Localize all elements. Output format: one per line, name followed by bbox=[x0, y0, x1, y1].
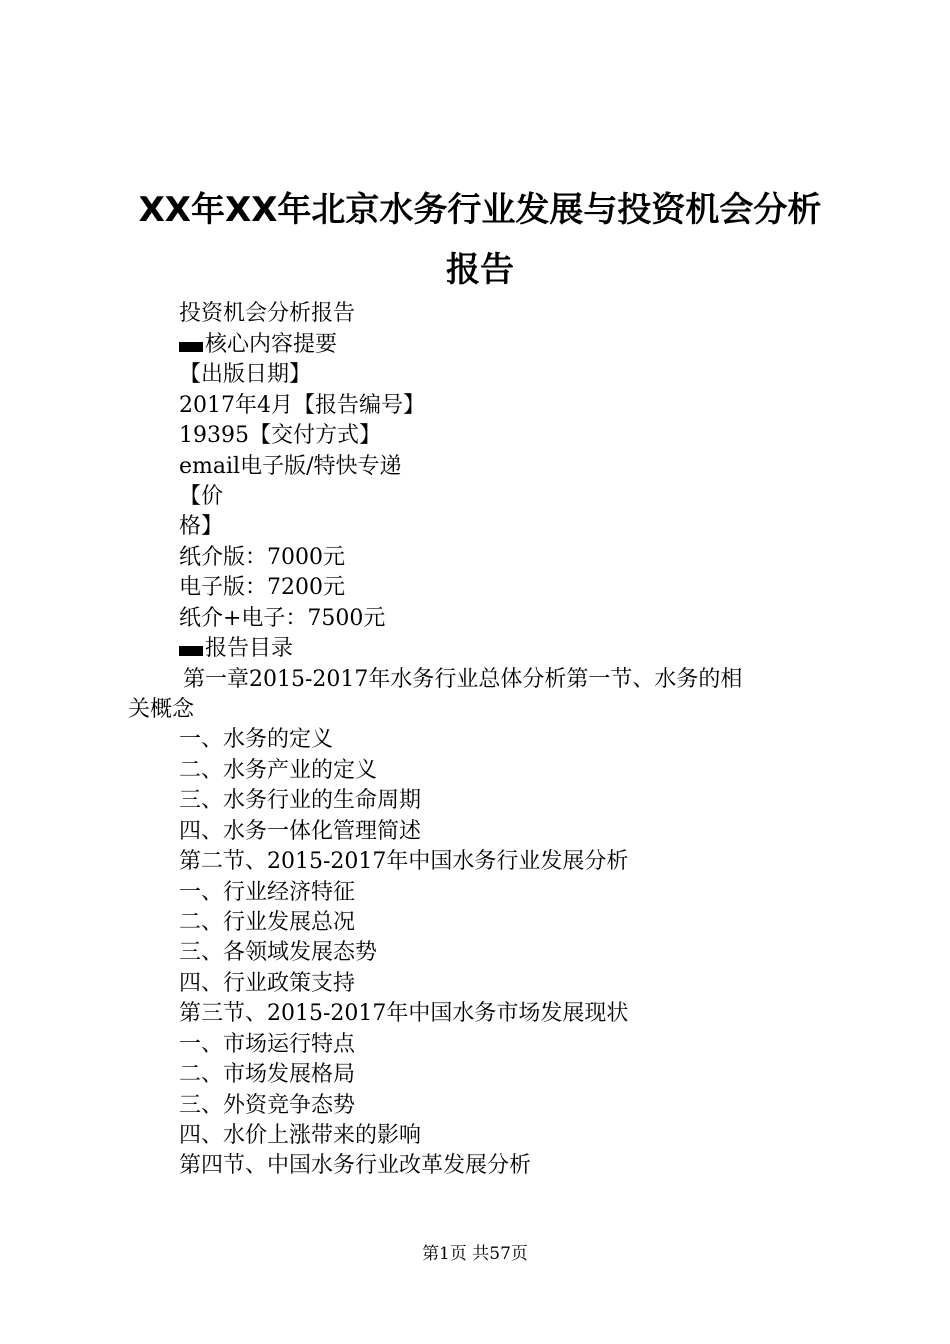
price-paper: 纸介版：7000元 bbox=[179, 545, 345, 570]
text-line: 2017年4月【报告编号】 bbox=[179, 393, 425, 418]
toc-item: 二、水务产业的定义 bbox=[179, 758, 378, 783]
square-bullet-icon bbox=[179, 342, 203, 352]
price-electronic: 电子版：7200元 bbox=[179, 575, 345, 600]
toc-item: 四、行业政策支持 bbox=[179, 971, 356, 996]
toc-chapter-1-wrap: 关概念 bbox=[128, 697, 195, 722]
document-title-line2: 报告 bbox=[446, 250, 514, 290]
toc-item: 一、行业经济特征 bbox=[179, 880, 356, 905]
toc-item: 三、各领域发展态势 bbox=[179, 940, 378, 965]
toc-item: 一、水务的定义 bbox=[179, 727, 334, 752]
price-combined: 纸介+电子：7500元 bbox=[179, 606, 386, 631]
text-line: email电子版/特快专递 bbox=[179, 454, 402, 479]
toc-item: 四、水务一体化管理简述 bbox=[179, 819, 422, 844]
document-title-line1: XX年XX年北京水务行业发展与投资机会分析 bbox=[138, 190, 822, 230]
text-line: 核心内容提要 bbox=[205, 332, 338, 357]
section-heading-summary bbox=[179, 333, 337, 357]
text-line: 报告目录 bbox=[205, 636, 294, 661]
text-line: 【价 bbox=[179, 484, 224, 509]
text-line: 19395【交付方式】 bbox=[179, 423, 381, 448]
text-line: 【出版日期】 bbox=[179, 362, 312, 387]
text-line: 投资机会分析报告 bbox=[179, 301, 356, 326]
text-line: 格】 bbox=[179, 514, 224, 539]
toc-item: 二、市场发展格局 bbox=[179, 1062, 356, 1087]
section-heading-toc bbox=[179, 637, 293, 661]
toc-item: 三、水务行业的生命周期 bbox=[179, 788, 422, 813]
toc-chapter-1: 第一章2015-2017年水务行业总体分析第一节、水务的相 bbox=[183, 667, 743, 692]
square-bullet-icon bbox=[179, 646, 203, 656]
toc-section: 第二节、2015-2017年中国水务行业发展分析 bbox=[179, 849, 629, 874]
toc-section: 第四节、中国水务行业改革发展分析 bbox=[179, 1153, 532, 1178]
toc-item: 四、水价上涨带来的影响 bbox=[179, 1123, 422, 1148]
toc-section: 第三节、2015-2017年中国水务市场发展现状 bbox=[179, 1001, 629, 1026]
page-footer: 第1页 共57页 bbox=[422, 1244, 528, 1264]
toc-item: 三、外资竞争态势 bbox=[179, 1093, 356, 1118]
toc-item: 一、市场运行特点 bbox=[179, 1032, 356, 1057]
toc-item: 二、行业发展总况 bbox=[179, 910, 356, 935]
